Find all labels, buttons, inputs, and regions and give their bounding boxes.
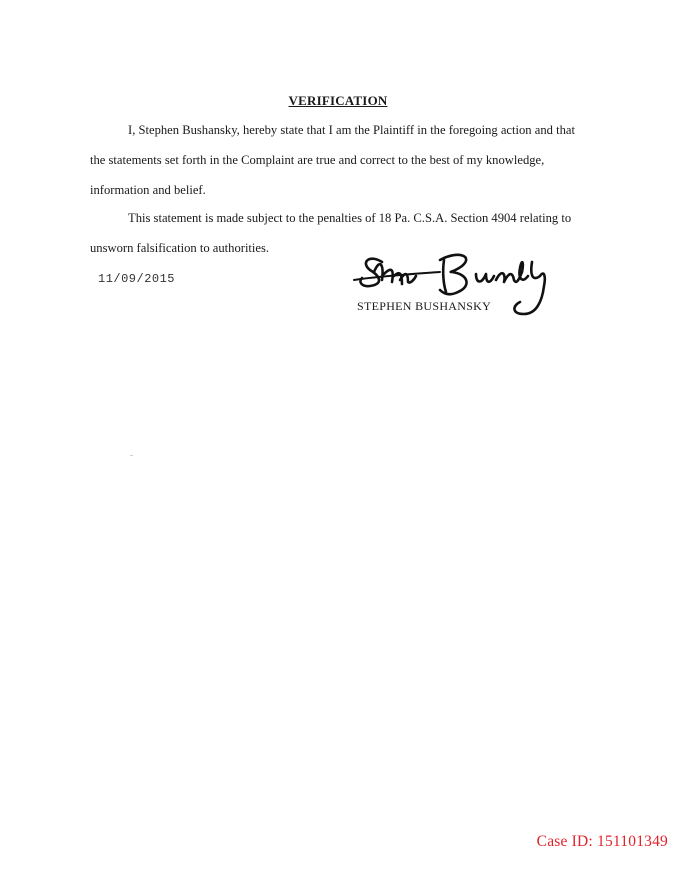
verification-paragraph	[90, 115, 590, 205]
document-title: VERIFICATION	[288, 93, 388, 108]
verification-text: I, Stephen Bushansky, hereby state that I am the Plaintiff in the foregoing action and that the statements set forth in the Complaint are true and correct to the best of my knowledge, information and belief.	[90, 123, 575, 197]
signature-date: 11/09/2015	[98, 272, 176, 286]
scan-speck	[130, 455, 133, 456]
signer-name: STEPHEN BUSHANSKY	[357, 299, 492, 313]
case-id-stamp: Case ID: 151101349	[536, 833, 668, 850]
penalty-text: This statement is made subject to the penalties of 18 Pa. C.S.A. Section 4904 relating to unsworn falsification to authorities.	[90, 211, 572, 255]
